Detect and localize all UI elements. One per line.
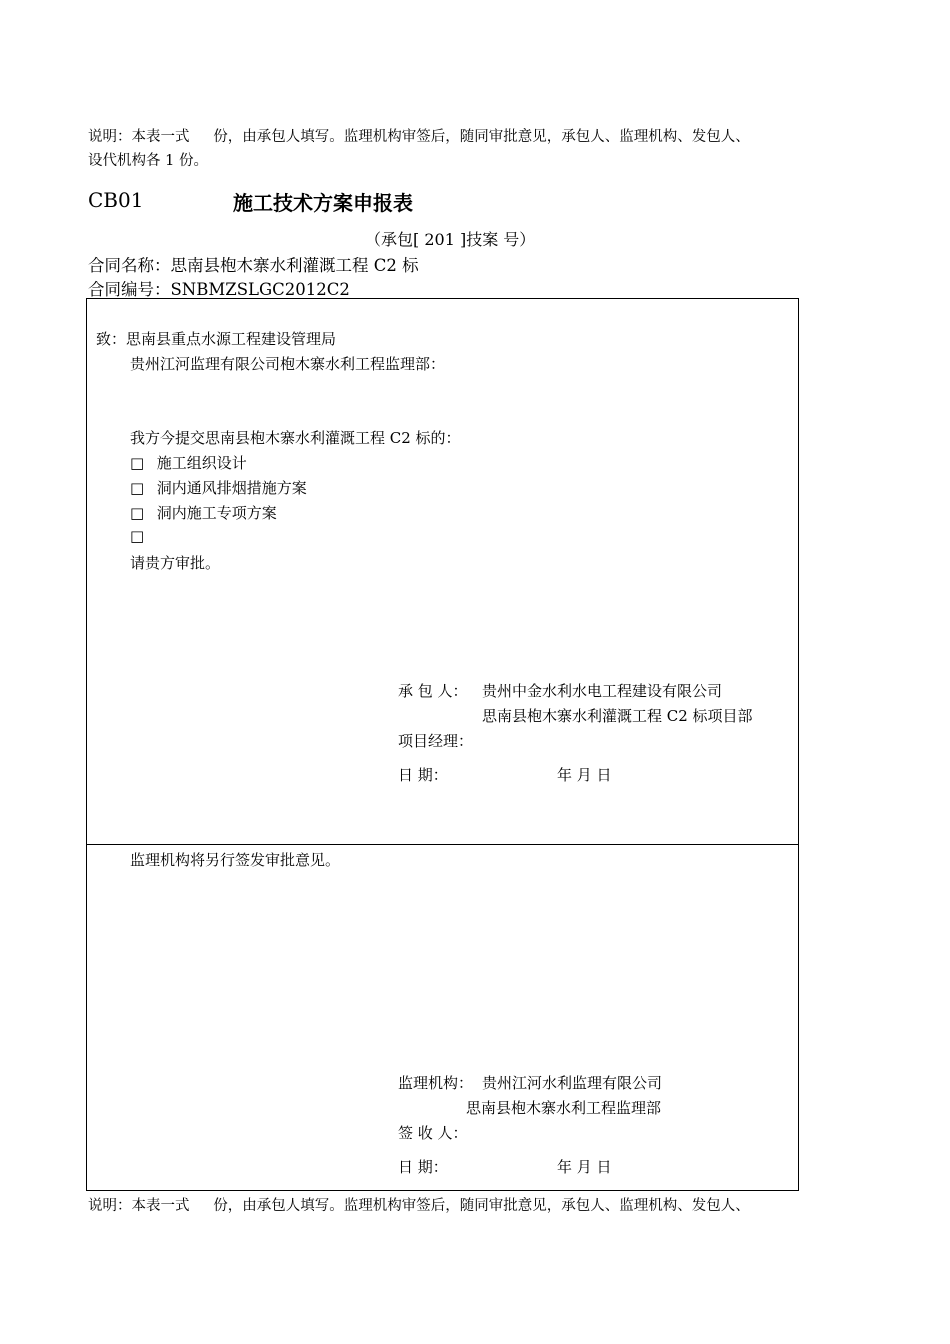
contract-name: 合同名称：思南县枹木寨水利灌溉工程 C2 标 [88,256,419,275]
checkbox-icon[interactable]: □ [130,454,145,472]
submission-intro: 我方今提交思南县枹木寨水利灌溉工程 C2 标的： [130,429,461,447]
supervisor-statement: 监理机构将另行签发审批意见。 [130,851,341,869]
supervisor-department: 思南县枹木寨水利工程监理部 [466,1099,662,1117]
contract-number: 合同编号：SNBMZSLGC2012C2 [88,280,350,299]
option-label: 洞内通风排烟措施方案 [156,479,307,497]
option-label: 施工组织设计 [156,454,247,472]
option-label: 洞内施工专项方案 [156,504,277,522]
option-ventilation-plan[interactable] [130,477,307,498]
project-manager-label: 项目经理： [398,732,474,750]
option-construction-design[interactable] [130,452,247,473]
date-label: 日 期： [398,1158,448,1176]
top-note-line1: 说明：本表一式 份，由承包人填写。监理机构审签后，随同审批意见，承包人、监理机构、发包人、 [88,129,750,145]
supervisor-label: 监理机构： [398,1074,474,1092]
date-label: 日 期： [398,766,448,784]
checkbox-icon[interactable]: □ [130,527,145,545]
approval-request: 请贵方审批。 [130,554,221,572]
checkbox-icon[interactable]: □ [130,479,145,497]
contractor-project-dept: 思南县枹木寨水利灌溉工程 C2 标项目部 [482,707,753,725]
recipient-line2: 贵州江河监理有限公司枹木寨水利工程监理部： [130,355,446,373]
option-other[interactable] [130,527,152,545]
form-subtitle: （承包[ 201 ]技案 号） [365,230,536,249]
recipient-line1: 致：思南县重点水源工程建设管理局 [96,330,337,348]
bottom-note-line1: 说明：本表一式 份，由承包人填写。监理机构审签后，随同审批意见，承包人、监理机构、发包人、 [88,1198,750,1214]
contractor-label: 承 包 人： [398,682,468,700]
form-title: 施工技术方案申报表 [233,191,413,215]
receiver-label: 签 收 人： [398,1124,468,1142]
date-fields: 年 月 日 [557,766,612,784]
date-fields: 年 月 日 [557,1158,612,1176]
supervisor-company: 贵州江河水利监理有限公司 [482,1074,663,1092]
option-special-plan[interactable] [130,502,277,523]
form-code: CB01 [88,188,144,212]
checkbox-icon[interactable]: □ [130,504,145,522]
contractor-name: 贵州中金水利水电工程建设有限公司 [482,682,723,700]
top-note-line2: 设代机构各 1 份。 [88,153,208,169]
